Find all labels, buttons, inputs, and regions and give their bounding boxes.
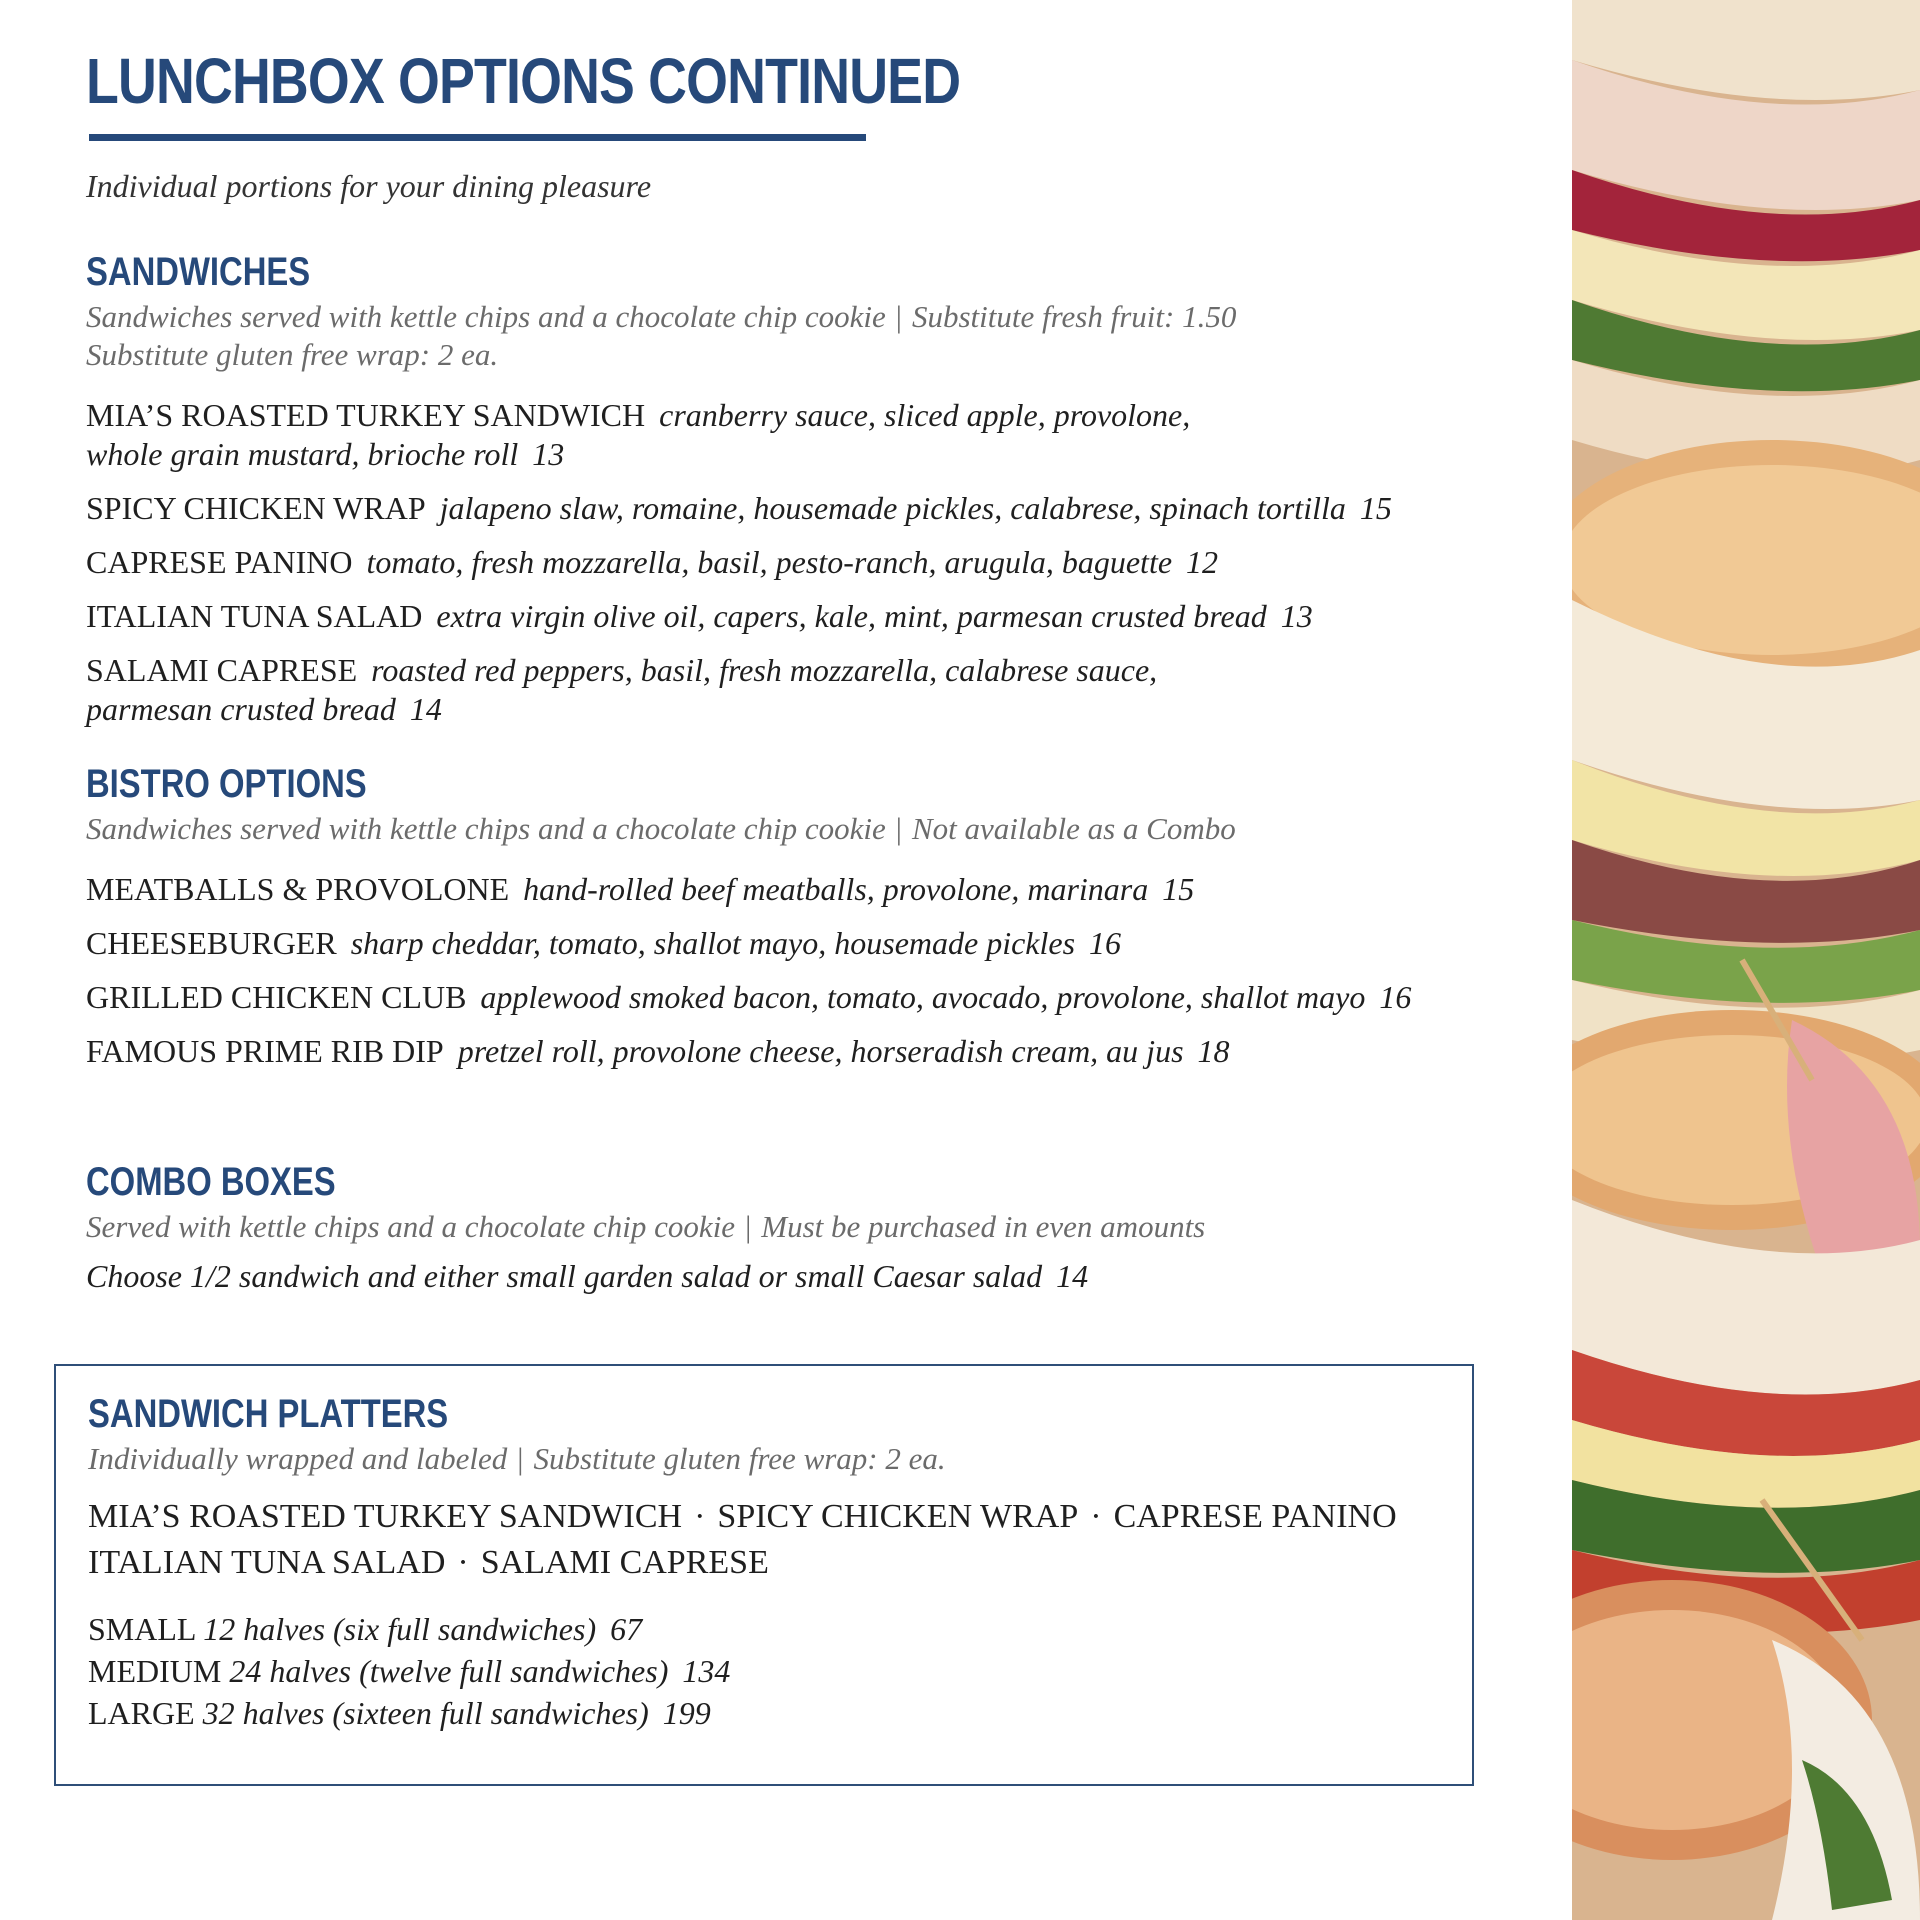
menu-item [86, 651, 1526, 729]
size-description: 24 halves (twelve full sandwiches) [229, 1653, 669, 1689]
bistro-combo-note: Not available as a Combo [911, 811, 1236, 846]
item-name: SALAMI CAPRESE [86, 652, 358, 688]
menu-item [86, 924, 1526, 963]
section-heading-sandwiches: SANDWICHES [86, 250, 311, 294]
sandwich-photo-icon [1572, 0, 1920, 1920]
title-underline [89, 134, 866, 141]
sandwiches-list [86, 396, 1526, 729]
menu-item [86, 396, 1526, 474]
combo-price: 14 [1056, 1258, 1089, 1294]
item-price: 15 [1359, 490, 1392, 526]
item-description: extra virgin olive oil, capers, kale, mint, parmesan crusted bread [436, 598, 1267, 634]
platter-sandwich: CAPRESE PANINO [1113, 1498, 1397, 1535]
dot-separator: · [694, 1498, 706, 1535]
platter-size-row [88, 1608, 1468, 1650]
platter-size-row [88, 1692, 1468, 1734]
size-description: 32 halves (sixteen full sandwiches) [202, 1695, 649, 1731]
item-name: FAMOUS PRIME RIB DIP [86, 1033, 444, 1069]
menu-item [86, 978, 1526, 1017]
dot-separator: · [457, 1544, 469, 1581]
size-price: 199 [662, 1695, 711, 1731]
item-description: tomato, fresh mozzarella, basil, pesto-ranch, arugula, baguette [366, 544, 1173, 580]
section-heading-bistro: BISTRO OPTIONS [86, 762, 367, 806]
item-price: 13 [1280, 598, 1313, 634]
platter-sandwich: ITALIAN TUNA SALAD [88, 1544, 446, 1581]
platters-box [54, 1364, 1474, 1786]
menu-item [86, 597, 1526, 636]
item-price: 15 [1162, 871, 1195, 907]
item-price: 16 [1089, 925, 1122, 961]
bistro-section [86, 760, 1526, 1086]
section-heading-combo: COMBO BOXES [86, 1160, 336, 1204]
bistro-note [86, 810, 1526, 848]
combo-note [86, 1208, 1526, 1246]
item-description: sharp cheddar, tomato, shallot mayo, housemade pickles [350, 925, 1076, 961]
platters-wrap-note: Substitute gluten free wrap: 2 ea. [533, 1441, 946, 1476]
platter-sandwich-list [88, 1494, 1468, 1586]
item-price: 16 [1379, 979, 1412, 1015]
menu-item [86, 870, 1526, 909]
size-description: 12 halves (six full sandwiches) [203, 1611, 597, 1647]
item-name: GRILLED CHICKEN CLUB [86, 979, 467, 1015]
sandwiches-fruit-note: Substitute fresh fruit: 1.50 [911, 299, 1237, 334]
combo-even-note: Must be purchased in even amounts [761, 1209, 1206, 1244]
menu-item [86, 543, 1526, 582]
item-name: MIA’S ROASTED TURKEY SANDWICH [86, 397, 646, 433]
sandwiches-note [86, 298, 1526, 374]
size-price: 67 [610, 1611, 643, 1647]
item-price: 18 [1197, 1033, 1230, 1069]
platter-size-row [88, 1650, 1468, 1692]
section-heading-platters: SANDWICH PLATTERS [88, 1392, 449, 1436]
menu-item [86, 489, 1526, 528]
item-description-cont: parmesan crusted bread [86, 691, 396, 727]
item-name: MEATBALLS & PROVOLONE [86, 871, 510, 907]
size-name: SMALL [88, 1611, 196, 1647]
item-description: cranberry sauce, sliced apple, provolone, [659, 397, 1191, 433]
platter-sandwich: SPICY CHICKEN WRAP [717, 1498, 1079, 1535]
platters-content [88, 1390, 1468, 1734]
item-description: pretzel roll, provolone cheese, horseradish cream, au jus [457, 1033, 1184, 1069]
menu-item [86, 1032, 1526, 1071]
item-name: CAPRESE PANINO [86, 544, 353, 580]
bistro-note-text: Sandwiches served with kettle chips and a chocolate chip cookie [86, 811, 886, 846]
item-price: 14 [409, 691, 442, 727]
item-name: CHEESEBURGER [86, 925, 337, 961]
platter-sandwich: MIA’S ROASTED TURKEY SANDWICH [88, 1498, 683, 1535]
platter-sizes [88, 1608, 1468, 1734]
note-separator: | [895, 299, 902, 334]
dot-separator: · [1090, 1498, 1102, 1535]
page-subtitle: Individual portions for your dining pleasure [86, 168, 652, 204]
combo-description [86, 1258, 1526, 1295]
sandwich-photo-strip [1572, 0, 1920, 1920]
note-separator: | [895, 811, 902, 846]
note-separator: | [745, 1209, 752, 1244]
item-price: 12 [1186, 544, 1219, 580]
item-description: applewood smoked bacon, tomato, avocado, provolone, shallot mayo [480, 979, 1366, 1015]
combo-section [86, 1158, 1526, 1295]
sandwiches-section [86, 248, 1526, 744]
combo-text: Choose 1/2 sandwich and either small garden salad or small Caesar salad [86, 1258, 1043, 1294]
item-description: roasted red peppers, basil, fresh mozzarella, calabrese sauce, [371, 652, 1158, 688]
size-name: LARGE [88, 1695, 195, 1731]
item-price: 13 [532, 436, 565, 472]
sandwiches-wrap-note: Substitute gluten free wrap: 2 ea. [86, 337, 499, 372]
page-title: LUNCHBOX OPTIONS CONTINUED [86, 45, 961, 117]
platter-sandwich: SALAMI CAPRESE [480, 1544, 769, 1581]
item-description: jalapeno slaw, romaine, housemade pickles, calabrese, spinach tortilla [439, 490, 1346, 526]
item-name: SPICY CHICKEN WRAP [86, 490, 426, 526]
item-name: ITALIAN TUNA SALAD [86, 598, 423, 634]
item-description-cont: whole grain mustard, brioche roll [86, 436, 519, 472]
note-separator: | [517, 1441, 524, 1476]
bistro-list [86, 870, 1526, 1071]
combo-note-text: Served with kettle chips and a chocolate chip cookie [86, 1209, 736, 1244]
size-price: 134 [682, 1653, 731, 1689]
item-description: hand-rolled beef meatballs, provolone, marinara [523, 871, 1149, 907]
sandwiches-note-text: Sandwiches served with kettle chips and a chocolate chip cookie [86, 299, 886, 334]
platters-note-text: Individually wrapped and labeled [88, 1441, 508, 1476]
size-name: MEDIUM [88, 1653, 222, 1689]
platters-note [88, 1440, 1468, 1478]
